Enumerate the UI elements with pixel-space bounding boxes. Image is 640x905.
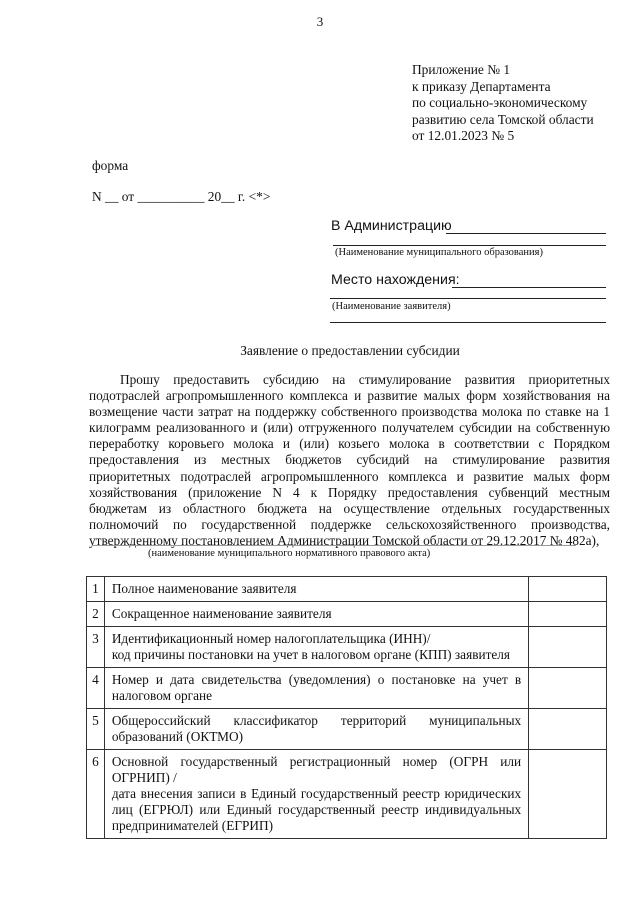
row-value-cell[interactable]	[529, 709, 607, 750]
appendix-line: по социально-экономическому	[412, 95, 588, 110]
request-paragraph: Прошу предоставить субсидию на стимулирование развития приоритетных подотраслей агропромышленного комплекса и развитие малых форм хозяйствования на возмещение части затрат на поддержку собственного производства молока по ставке на 1 килограмм реализованного и (или) отгруженного получателем субсидии на собственную переработку коровьего молока и (или) козьего молока в соответствии с Порядком предоставления из местных бюджетов субсидий на стимулирование развития приоритетных подотраслей агропромышленного комплекса и развитие малых форм хозяйствования (приложение N 4 к Порядку предоставления субвенций местным бюджетам из областного бюджета на осуществление отдельных государственных полномочий по государственной поддержке сельскохозяйственного производства, утвержденному постановлением Администрации Томской области от 29.12.2017 № 482а),	[89, 372, 610, 548]
form-label: форма	[92, 158, 129, 173]
form-number-line: N __ от __________ 20__ г. <*>	[92, 189, 271, 204]
row-label: Основной государственный регистрационный номер (ОГРН или ОГРНИП) / дата внесения записи в Единый государственный реестр юридических лиц (ЕГРЮЛ) или Единый государственный реестр индивидуальных предпринимателей (ЕГРИП)	[104, 750, 528, 839]
row-number: 2	[87, 602, 105, 627]
row-value-cell[interactable]	[529, 602, 607, 627]
act-name-hint: (наименование муниципального нормативного правового акта)	[148, 548, 431, 559]
row-number: 3	[87, 627, 105, 668]
appendix-header	[412, 62, 594, 145]
table-row	[87, 577, 607, 602]
administration-hint: (Наименование муниципального образования)	[335, 247, 543, 258]
row-label: Общероссийский классификатор территорий муниципальных образований (ОКТМО)	[104, 709, 528, 750]
appendix-line: развитию села Томской области	[412, 111, 594, 127]
page-number: 3	[316, 14, 324, 29]
appendix-line: от 12.01.2023 № 5	[412, 128, 515, 143]
row-value-cell[interactable]	[529, 750, 607, 839]
applicant-line	[330, 322, 606, 323]
applicant-hint: (Наименование заявителя)	[332, 301, 451, 312]
administration-line	[333, 245, 606, 246]
table-row	[87, 668, 607, 709]
row-label: Идентификационный номер налогоплательщика (ИНН)/ код причины постановки на учет в налоговом органе (КПП) заявителя	[104, 627, 528, 668]
table-row	[87, 750, 607, 839]
act-name-line	[92, 545, 576, 546]
table-row	[87, 602, 607, 627]
row-number: 5	[87, 709, 105, 750]
table-row	[87, 627, 607, 668]
appendix-line: Приложение № 1	[412, 62, 511, 77]
table-row	[87, 709, 607, 750]
row-value-cell[interactable]	[529, 627, 607, 668]
administration-underline	[446, 233, 606, 234]
row-number: 6	[87, 750, 105, 839]
row-label: Номер и дата свидетельства (уведомления) о постановке на учет в налоговом органе	[104, 668, 528, 709]
administration-label: В Администрацию	[331, 218, 452, 234]
appendix-line: к приказу Департамента	[412, 78, 551, 94]
location-line	[330, 298, 606, 299]
applicant-info-table	[86, 576, 607, 839]
row-label: Сокращенное наименование заявителя	[104, 602, 528, 627]
location-underline	[452, 287, 606, 288]
row-label: Полное наименование заявителя	[104, 577, 528, 602]
row-value-cell[interactable]	[529, 668, 607, 709]
location-label: Место нахождения:	[331, 272, 460, 288]
row-number: 4	[87, 668, 105, 709]
document-title: Заявление о предоставлении субсидии	[240, 343, 460, 358]
row-number: 1	[87, 577, 105, 602]
row-value-cell[interactable]	[529, 577, 607, 602]
